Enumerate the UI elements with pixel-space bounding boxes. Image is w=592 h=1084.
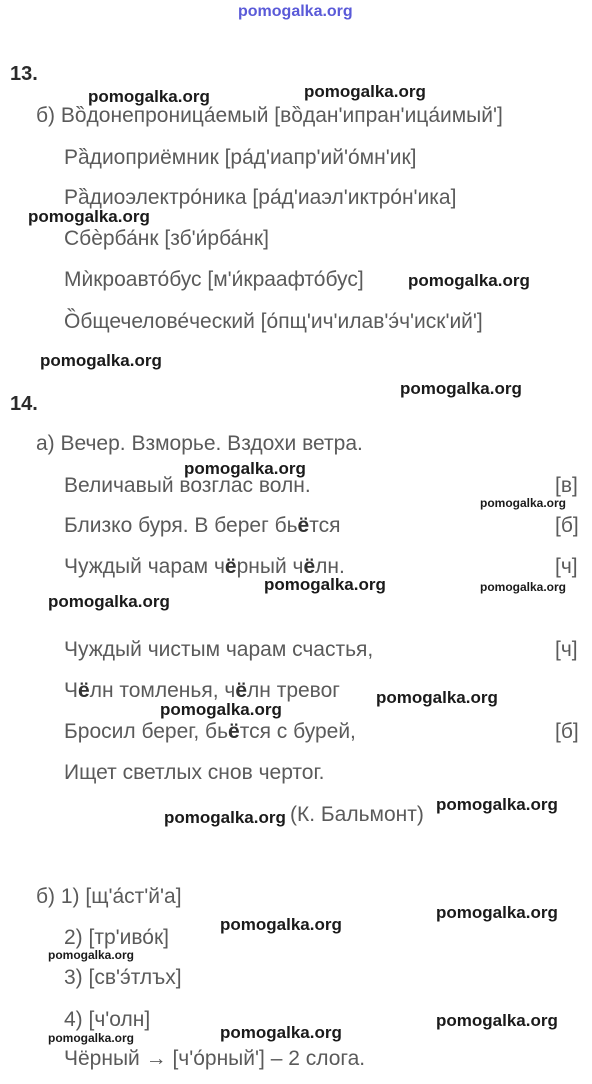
watermark: pomogalka.org: [436, 795, 558, 814]
task-14-b-line-5: Чёрный → [ч'о́рный'] – 2 слога.: [64, 1047, 366, 1070]
watermark: pomogalka.org: [184, 459, 306, 478]
poem-line-7: Ищет светлых снов чертог.: [64, 761, 325, 784]
watermark: pomogalka.org: [88, 87, 210, 106]
poem-mark-2: [б]: [555, 514, 579, 537]
poem-line-6: Бросил берег, бьётся с бурей,: [64, 720, 356, 743]
poem-mark-6: [б]: [555, 720, 579, 743]
watermark: pomogalka.org: [408, 271, 530, 290]
watermark: pomogalka.org: [28, 207, 150, 226]
watermark: pomogalka.org: [376, 688, 498, 707]
watermark: pomogalka.org: [304, 82, 426, 101]
task-14-b-line-4: 4) [ч'олн]: [64, 1008, 151, 1031]
poem-line-1: Величавый возглас волн.: [64, 474, 311, 497]
task-13-line-2: Рȁдиоприёмник [ра́д'иапр'ий'о́мн'ик]: [64, 146, 417, 169]
watermark: pomogalka.org: [220, 915, 342, 934]
poem-author: (К. Бальмонт): [290, 803, 424, 826]
task-13-line-3: Рȁдиоэлектро́ника [ра́д'иаэл'иктро́н'ика]: [64, 186, 457, 209]
watermark: pomogalka.org: [48, 1031, 135, 1045]
poem-line-4: Чуждый чистым чарам счастья,: [64, 638, 374, 661]
watermark: pomogalka.org: [480, 496, 567, 510]
task-14-a-line-1: а) Вечер. Взморье. Вздохи ветра.: [36, 432, 363, 455]
watermark: pomogalka.org: [220, 1023, 342, 1042]
watermark: pomogalka.org: [436, 903, 558, 922]
watermark: pomogalka.org: [48, 592, 170, 611]
poem-line-2: Близко буря. В берег бьётся: [64, 514, 341, 537]
watermark: pomogalka.org: [264, 575, 386, 594]
watermark: pomogalka.org: [436, 1011, 558, 1030]
watermark: pomogalka.org: [160, 700, 282, 719]
task-13-line-6: Ȍбщечелове́ческий [о́пщ'ич'илав'э́ч'иск'ий']: [64, 310, 483, 333]
poem-mark-4: [ч]: [555, 638, 578, 661]
site-watermark-top: pomogalka.org: [238, 3, 353, 20]
task-14-b-line-2: 2) [тр'иво́к]: [64, 926, 169, 949]
task-14-number: 14.: [10, 393, 38, 415]
task-14-b-line-1: б) 1) [щ'а́ст'й'а]: [36, 885, 182, 908]
task-13-line-5: Мѝкроавто́бус [м'и́краафто́бус]: [64, 268, 364, 291]
watermark: pomogalka.org: [480, 580, 567, 594]
task-13-number: 13.: [10, 63, 38, 85]
task-13-line-1: б) Вȍдонепроница́емый [вȍдан'ипран'ица́имый']: [36, 104, 503, 127]
watermark: pomogalka.org: [48, 948, 135, 962]
poem-mark-1: [в]: [555, 474, 578, 497]
watermark: pomogalka.org: [400, 379, 522, 398]
poem-mark-3: [ч]: [555, 555, 578, 578]
watermark: pomogalka.org: [164, 808, 286, 827]
poem-line-3: Чуждый чарам чёрный чёлн.: [64, 555, 345, 578]
task-14-b-line-3: 3) [св'э́тлъх]: [64, 966, 182, 989]
watermark: pomogalka.org: [40, 351, 162, 370]
task-13-line-4: Сбѐрба́нк [зб'и́рба́нк]: [64, 227, 269, 250]
poem-line-5: Чёлн томленья, чёлн тревог: [64, 679, 340, 702]
